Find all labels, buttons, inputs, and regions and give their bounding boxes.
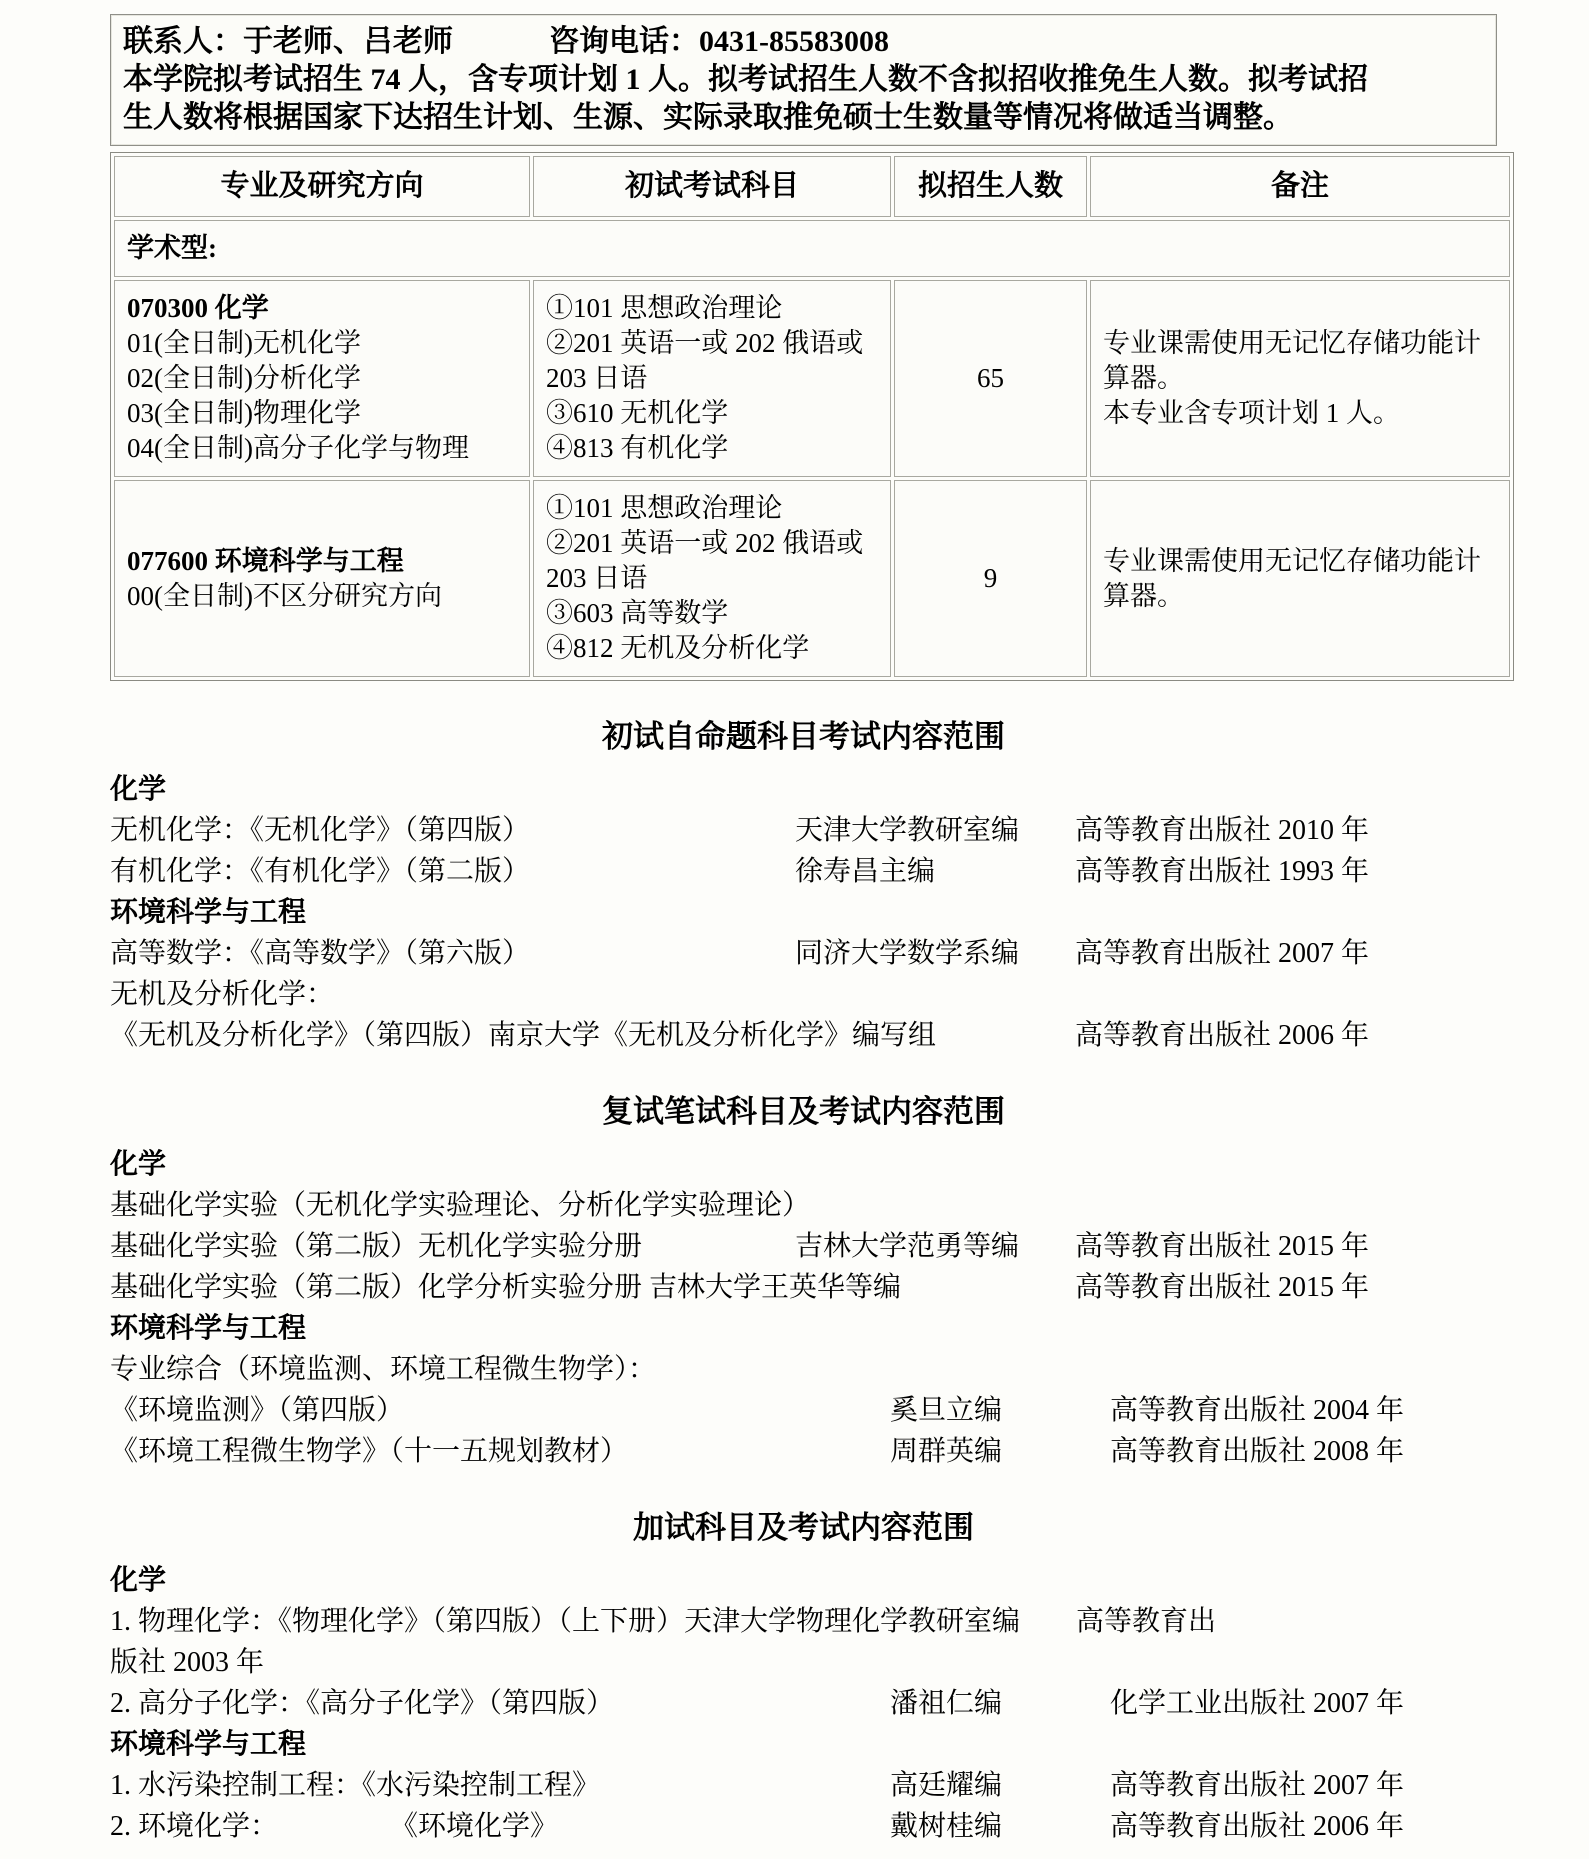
book-editor: 吉林大学范勇等编 bbox=[795, 1231, 1020, 1262]
note-line: 本专业含专项计划 1 人。 bbox=[1103, 398, 1400, 428]
book-publisher: 高等教育出版社 2015 年 bbox=[1075, 1231, 1370, 1262]
book-title: 2. 高分子化学：《高分子化学》（第四版） bbox=[110, 1688, 615, 1719]
admission-table bbox=[110, 152, 1514, 681]
subject-heading-environment: 环境科学与工程 bbox=[110, 1729, 307, 1760]
section-title: 初试自命题科目考试内容范围 bbox=[602, 719, 1005, 754]
table-header-row bbox=[114, 156, 1510, 217]
col-header-remarks: 备注 bbox=[1090, 156, 1510, 217]
subject-line: ③603 高等数学 bbox=[546, 598, 729, 628]
contact-person: 联系人：于老师、吕老师 bbox=[123, 25, 453, 58]
col-header-major: 专业及研究方向 bbox=[114, 156, 530, 217]
book-title: 《环境工程微生物学》（十一五规划教材） bbox=[110, 1436, 629, 1467]
subject-line: ①101 思想政治理论 bbox=[546, 293, 783, 323]
direction-line: 02(全日制)分析化学 bbox=[127, 363, 361, 393]
book-title: 有机化学：《有机化学》（第二版） bbox=[110, 856, 531, 887]
book-publisher: 高等教育出版社 2007 年 bbox=[1075, 938, 1370, 969]
book-publisher: 高等教育出版社 2004 年 bbox=[1110, 1395, 1405, 1426]
book-editor: 同济大学数学系编 bbox=[795, 938, 1020, 969]
book-title: 基础化学实验（第二版）化学分析实验分册 吉林大学王英华等编 bbox=[110, 1272, 902, 1303]
book-editor: 潘祖仁编 bbox=[890, 1688, 1003, 1719]
section-title: 复试笔试科目及考试内容范围 bbox=[602, 1094, 1005, 1129]
quota-cell: 9 bbox=[894, 480, 1087, 677]
document-page bbox=[110, 14, 1497, 1847]
book-publisher: 高等教育出版社 1993 年 bbox=[1075, 856, 1370, 887]
subject-line: ②201 英语一或 202 俄语或 203 日语 bbox=[546, 528, 864, 593]
text-line: 基础化学实验（无机化学实验理论、分析化学实验理论） bbox=[110, 1190, 811, 1221]
subjects-cell bbox=[533, 480, 891, 677]
section-additional-exam bbox=[110, 1506, 1497, 1847]
subjects-cell bbox=[533, 280, 891, 477]
book-publisher: 高等教育出版社 2015 年 bbox=[1075, 1272, 1370, 1303]
book-publisher: 高等教育出版社 2007 年 bbox=[1110, 1770, 1405, 1801]
book-publisher: 高等教育出版社 2006 年 bbox=[1075, 1020, 1370, 1051]
direction-line: 04(全日制)高分子化学与物理 bbox=[127, 433, 469, 463]
book-editor: 高廷耀编 bbox=[890, 1770, 1003, 1801]
major-cell bbox=[114, 480, 530, 677]
subject-heading-chemistry: 化学 bbox=[110, 1149, 167, 1180]
table-row-chemistry bbox=[114, 280, 1510, 477]
book-line bbox=[110, 933, 1497, 974]
subject-line: ④812 无机及分析化学 bbox=[546, 633, 810, 663]
subject-heading-chemistry: 化学 bbox=[110, 1565, 167, 1596]
book-line bbox=[110, 1683, 1497, 1724]
contact-info-box bbox=[110, 14, 1497, 146]
book-line bbox=[110, 810, 1497, 851]
book-editor: 徐寿昌主编 bbox=[795, 856, 936, 887]
enrollment-notice-line-2: 生人数将根据国家下达招生计划、生源、实际录取推免硕士生数量等情况将做适当调整。 bbox=[123, 101, 1293, 134]
col-header-subjects: 初试考试科目 bbox=[533, 156, 891, 217]
text-line: 无机及分析化学： bbox=[110, 979, 335, 1010]
table-row-environment bbox=[114, 480, 1510, 677]
major-cell bbox=[114, 280, 530, 477]
book-line bbox=[110, 1806, 1497, 1847]
group-row bbox=[114, 220, 1510, 277]
section-retest bbox=[110, 1090, 1497, 1472]
book-title: 《无机及分析化学》（第四版）南京大学《无机及分析化学》编写组 bbox=[110, 1020, 937, 1051]
subject-heading-environment: 环境科学与工程 bbox=[110, 897, 307, 928]
enrollment-notice-line-1: 本学院拟考试招生 74 人，含专项计划 1 人。拟考试招生人数不含拟招收推免生人数。拟考试招 bbox=[123, 63, 1368, 96]
section-title: 加试科目及考试内容范围 bbox=[633, 1510, 974, 1545]
subject-heading-environment: 环境科学与工程 bbox=[110, 1313, 307, 1344]
direction-line: 03(全日制)物理化学 bbox=[127, 398, 361, 428]
book-title: 1. 水污染控制工程：《水污染控制工程》 bbox=[110, 1770, 601, 1801]
book-line bbox=[110, 851, 1497, 892]
note-line: 专业课需使用无记忆存储功能计算器。 bbox=[1103, 328, 1481, 393]
book-editor: 戴树桂编 bbox=[890, 1811, 1003, 1842]
quota-cell: 65 bbox=[894, 280, 1087, 477]
subject-line: ②201 英语一或 202 俄语或 203 日语 bbox=[546, 328, 864, 393]
book-line-wrapped-2: 版社 2003 年 bbox=[110, 1647, 265, 1678]
book-publisher: 化学工业出版社 2007 年 bbox=[1110, 1688, 1405, 1719]
book-line bbox=[110, 1267, 1497, 1308]
book-title: 高等数学：《高等数学》（第六版） bbox=[110, 938, 531, 969]
text-line: 专业综合（环境监测、环境工程微生物学）： bbox=[110, 1354, 657, 1385]
direction-line: 01(全日制)无机化学 bbox=[127, 328, 361, 358]
book-line bbox=[110, 1765, 1497, 1806]
group-label-academic: 学术型: bbox=[114, 220, 1510, 277]
section-initial-exam bbox=[110, 715, 1497, 1056]
book-line-wrapped-1: 1. 物理化学：《物理化学》（第四版）（上下册）天津大学物理化学教研室编 高等教育出 bbox=[110, 1606, 1217, 1637]
book-line bbox=[110, 1015, 1497, 1056]
book-line bbox=[110, 1226, 1497, 1267]
book-publisher: 高等教育出版社 2010 年 bbox=[1075, 815, 1370, 846]
subject-line: ①101 思想政治理论 bbox=[546, 493, 783, 523]
note-line: 专业课需使用无记忆存储功能计算器。 bbox=[1103, 545, 1481, 611]
book-line bbox=[110, 1431, 1497, 1472]
book-editor: 周群英编 bbox=[890, 1436, 1003, 1467]
major-code-name: 070300 化学 bbox=[127, 293, 269, 323]
consult-phone: 咨询电话：0431-85583008 bbox=[549, 25, 889, 58]
book-title: 无机化学：《无机化学》（第四版） bbox=[110, 815, 531, 846]
book-line bbox=[110, 1390, 1497, 1431]
book-title: 基础化学实验（第二版）无机化学实验分册 bbox=[110, 1231, 643, 1262]
book-publisher: 高等教育出版社 2006 年 bbox=[1110, 1811, 1405, 1842]
subject-heading-chemistry: 化学 bbox=[110, 774, 167, 805]
direction-line: 00(全日制)不区分研究方向 bbox=[127, 580, 442, 611]
book-title: 《环境监测》（第四版） bbox=[110, 1395, 405, 1426]
book-editor: 奚旦立编 bbox=[890, 1395, 1003, 1426]
subject-line: ④813 有机化学 bbox=[546, 433, 729, 463]
col-header-quota: 拟招生人数 bbox=[894, 156, 1087, 217]
notes-cell bbox=[1090, 480, 1510, 677]
book-publisher: 高等教育出版社 2008 年 bbox=[1110, 1436, 1405, 1467]
book-editor: 天津大学教研室编 bbox=[795, 815, 1020, 846]
notes-cell bbox=[1090, 280, 1510, 477]
major-code-name: 077600 环境科学与工程 bbox=[127, 545, 404, 576]
contact-line bbox=[123, 23, 1484, 61]
subject-line: ③610 无机化学 bbox=[546, 398, 729, 428]
book-title: 2. 环境化学： 《环境化学》 bbox=[110, 1811, 559, 1842]
